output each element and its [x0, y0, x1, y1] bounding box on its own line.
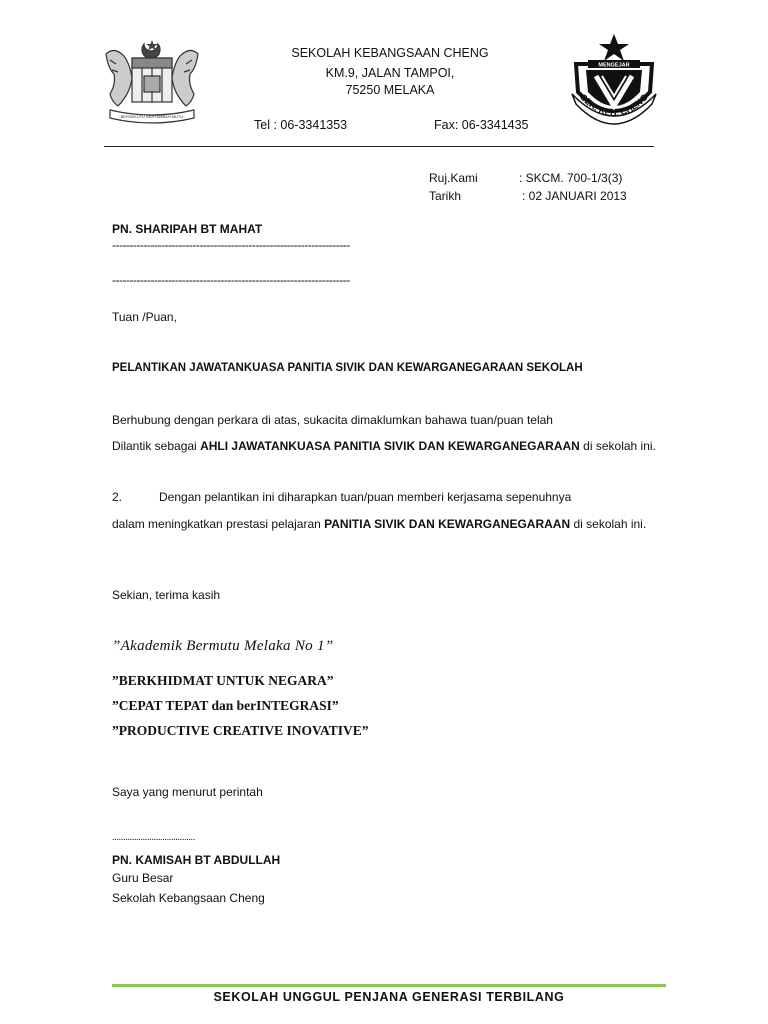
- paragraph-2-number: 2.: [112, 490, 123, 504]
- address-line-1: KM.9, JALAN TAMPOI,: [325, 66, 455, 80]
- malaysia-coat-of-arms-icon: [96, 38, 208, 126]
- signatory-name: PN. KAMISAH BT ABDULLAH: [112, 853, 281, 867]
- motto-line-1: ”BERKHIDMAT UNTUK NEGARA”: [112, 673, 334, 688]
- school-name: SEKOLAH KEBANGSAAN CHENG: [291, 46, 489, 60]
- closing-line: Sekian, terima kasih: [112, 588, 221, 602]
- reference-value: : SKCM. 700-1/3(3): [519, 171, 623, 185]
- paragraph-1-line-2: [112, 439, 656, 453]
- paragraph-2-suffix: di sekolah ini.: [570, 517, 647, 531]
- paragraph-1-line-1: Berhubung dengan perkara di atas, sukacita dimaklumkan bahawa tuan/puan telah: [112, 413, 553, 427]
- recipient-address-line-2: --------------------------------------------------------------------: [112, 273, 350, 287]
- paragraph-2-line-1: Dengan pelantikan ini diharapkan tuan/puan memberi kerjasama sepenuhnya: [159, 490, 572, 504]
- fax-number: Fax: 06-3341435: [434, 118, 529, 132]
- signature-intro: Saya yang menurut perintah: [112, 785, 263, 799]
- date-label: Tarikh: [429, 189, 462, 203]
- motto-line-3: ”PRODUCTIVE CREATIVE INOVATIVE”: [112, 723, 369, 738]
- paragraph-1-suffix: di sekolah ini.: [579, 439, 656, 453]
- svg-text:MENGEJAR: MENGEJAR: [598, 62, 630, 69]
- letter-subject: PELANTIKAN JAWATANKUASA PANITIA SIVIK DAN KEWARGANEGARAAN SEKOLAH: [112, 362, 583, 374]
- paragraph-1-emphasis: AHLI JAWATANKUASA PANITIA SIVIK DAN KEWARGANEGARAAN: [200, 439, 580, 453]
- paragraph-1-text: Dilantik sebagai: [112, 439, 201, 453]
- paragraph-2-text: dalam meningkatkan prestasi pelajaran: [112, 517, 325, 531]
- paragraph-2-line-2: [112, 517, 646, 531]
- footer-rule: [112, 984, 666, 987]
- salutation: Tuan /Puan,: [112, 310, 177, 324]
- recipient-name: PN. SHARIPAH BT MAHAT: [112, 222, 263, 236]
- footer-tagline: SEKOLAH UNGGUL PENJANA GENERASI TERBILANG: [213, 990, 565, 1004]
- motto-line-2: ”CEPAT TEPAT dan berINTEGRASI”: [112, 698, 339, 713]
- svg-text:BERSEKUTU BERTAMBAH MUTU: BERSEKUTU BERTAMBAH MUTU: [120, 114, 184, 119]
- svg-text:SEK. KEB. CHENG: SEK. KEB. CHENG: [578, 92, 650, 119]
- signatory-title: Guru Besar: [112, 871, 174, 885]
- signature-line: ......................................: [112, 832, 195, 843]
- reference-label: Ruj.Kami: [429, 171, 478, 185]
- letterhead-divider: [104, 146, 654, 147]
- address-line-2: 75250 MELAKA: [345, 83, 435, 97]
- school-badge-icon: [566, 34, 662, 132]
- motto-akademik: ”Akademik Bermutu Melaka No 1”: [112, 638, 334, 654]
- date-value: : 02 JANUARI 2013: [522, 189, 627, 203]
- tel-number: Tel : 06-3341353: [254, 118, 348, 132]
- recipient-address-line-1: --------------------------------------------------------------------: [112, 238, 350, 252]
- signatory-school: Sekolah Kebangsaan Cheng: [112, 891, 265, 905]
- paragraph-2-emphasis: PANITIA SIVIK DAN KEWARGANEGARAAN: [324, 517, 571, 531]
